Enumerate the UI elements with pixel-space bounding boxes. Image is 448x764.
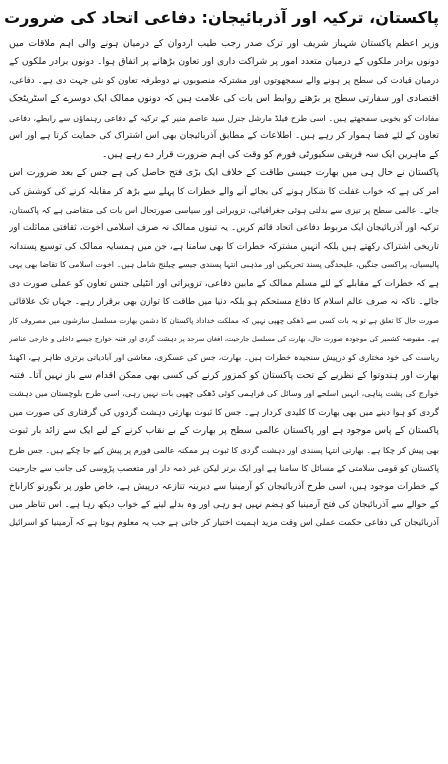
article-line: جائے۔ عالمی سطح پر تیزی سے بدلتی ہوئی جغرافیائی، تزویراتی اور سیاسی صورتحال اس بات کی متقاضی ہے کہ پاکستان،	[9, 204, 439, 215]
article-line: بھی پیش کر چکا ہے۔ بھارتی انتہا پسندی اور دہشت گردی کا ثبوت ہر ممکنہ عالمی فورم پر پیش کیے جا چکے ہیں۔ جس طرح	[9, 444, 439, 455]
article-body	[9, 35, 439, 533]
article-line: تعاون کے لئے فضا ہموار کر رہے ہیں۔ اطلاعات کے مطابق آذربائیجان بھی اس اشتراک کی حمایت کرتا ہے اور اس	[9, 131, 439, 142]
article-line: درمیان قیادت کی سطح پر ہونے والے سمجھوتوں اور مشترکہ منصوبوں نے دوطرفہ تعاون کو نئی جہت دی ہے۔ دفاعی،	[9, 75, 439, 86]
article-line: صورت حال کا تعلق ہے تو یہ بات کسی سے ڈھکی چھپی نہیں کہ مملکت خداداد پاکستان کا دشمن بھارت مسلسل سازشوں میں مصروف کار	[9, 315, 439, 325]
article-line: تاریخی اشتراک رکھتے ہیں بلکہ انہیں مشترکہ خطرات کا بھی سامنا ہے، جن میں ہمسایہ ممالک کی توسیع پسندانہ	[9, 241, 439, 252]
article-line: ہے کہ خطرات کے مقابلے کے لئے مسلم ممالک کے مابین دفاعی، تزویراتی اور انٹیلی جنس تعاون کو عملی صورت دی	[9, 278, 439, 289]
article-line: امر کی ہے کہ خواب غفلت کا شکار ہونے کی بجائے آنے والے خطرات کا پہلے سے بڑھ کر مقابلہ کرنے کی کوشش کی	[9, 186, 439, 197]
article-line: کے حوالے سے آذربائیجان کی فتح آرمینیا کو ہضم نہیں ہو رہی اور وہ بدلے لینے کے خواب دیکھ رہا ہے۔ اس تناظر میں	[9, 499, 439, 510]
article-line: پاکستان کو قومی سلامتی کے مسائل کا سامنا ہے اور ایک برتر لیکن غیر ذمہ دار اور متعصب پڑوسی کی جانب سے جارحیت	[9, 463, 439, 474]
article-line: کے خطرات موجود ہیں، اسی طرح آذربائیجان کو آرمینیا سے دیرینہ تنازعہ درپیش ہے، خاص طور پر نگورنو کاراباخ	[9, 481, 439, 492]
article-line: آذربائیجان کی دفاعی حکمت عملی اس وقت مزید اہمیت اختیار کر جاتی ہے جب یہ معلوم ہوتا ہے کہ آرمینیا کو اسرائیل	[9, 518, 439, 529]
article-line: جائے۔ تاکہ نہ صرف عالم اسلام کا دفاع مستحکم ہو بلکہ دنیا میں طاقت کا توازن بھی برقرار رہے۔ جہاں تک علاقائی	[9, 297, 439, 308]
article-line: پاکستان نے حال ہی میں بھارت جیسی طاقت کے خلاف ایک بڑی فتح حاصل کی ہے جس کے بعد ضرورت اس	[9, 167, 439, 179]
article-line: بھارت اور ہندوتوا کے نظریے کے تحت پاکستان کو کمزور کرنے کی کسی بھی ممکن اقدام سے باز نہیں آتا۔ فتنہ	[9, 369, 439, 381]
article-line: پاکستان کے پاس موجود ہے اور پاکستان عالمی سطح پر بھارت کے بے نقاب کرنے کے لیے ایک سے زائد بار ثبوت	[9, 425, 439, 437]
article-line: اقتصادی اور سفارتی سطح پر بڑھتے روابط اس بات کی علامت ہیں کہ دونوں ممالک ایک دوسرے کے اسٹریٹجک	[9, 93, 439, 105]
article-line: دونوں برادر ملکوں کے درمیان متعدد امور پر شراکت داری اور تعاون بڑھانے پر اتفاق ہوا۔ دونوں برادر ملکوں کے	[9, 56, 439, 68]
article-line: ہے۔ مقبوضہ کشمیر کی موجودہ صورت حال، بھارت کی مسلسل جارحیت، افغان سرحد پر دہشت گردی اور فتنہ خوارج جیسے داخلی و خارجی عناصر	[9, 335, 439, 343]
article-line: ریاست کی خود مختاری کو درپیش سنجیدہ خطرات ہیں۔ بھارت، جس کی عسکری، معاشی اور آبادیاتی برتری ظاہر ہے، اکھنڈ	[9, 352, 439, 363]
article-line: پالیسیاں، پراکسی جنگیں، علیحدگی پسند تحریکیں اور مذہبی انتہا پسندی جیسے چیلنج شامل ہیں۔ اخوت اسلامی کا تقاضا بھی یہی	[9, 260, 439, 270]
article-line: وزیر اعظم پاکستان شہباز شریف اور ترک صدر رجب طیب اردوان کے درمیان ہونے والی اہم ملاقات میں	[9, 38, 439, 49]
article-line: ترکیہ اور آذربائیجان ایک مربوط دفاعی اتحاد قائم کریں۔ یہ تینوں ممالک نہ صرف اسلامی اخوت، ثقافتی مماثلت اور	[9, 223, 439, 234]
article-headline: پاکستان، ترکیہ اور آذربائیجان: دفاعی اتحاد کی ضرورت	[4, 8, 439, 27]
article-line: گردی کو ہوا دینے میں بھی بھارت کا کلیدی کردار ہے۔ جس کا ثبوت بھارتی دہشت گردوں کی گرفتاری کی صورت میں	[9, 407, 439, 418]
article-line: کے ماہرین ایک سہ فریقی سکیورٹی فورم کو وقت کی اہم ضرورت قرار دے رہے ہیں۔	[102, 148, 439, 160]
article-line: مفادات کو بخوبی سمجھتے ہیں۔ اسی طرح فیلڈ مارشل جنرل سید عاصم منیر کے ترکیہ کے دفاعی رہنماؤں سے رابطے، دفاعی	[9, 112, 439, 123]
article-line: خوارج کی پشت پناہی، انہیں اسلحے اور وسائل کی فراہمی کوئی ڈھکی چھپی بات نہیں رہی، اسی طرح بلوچستان میں دہشت	[9, 389, 439, 399]
